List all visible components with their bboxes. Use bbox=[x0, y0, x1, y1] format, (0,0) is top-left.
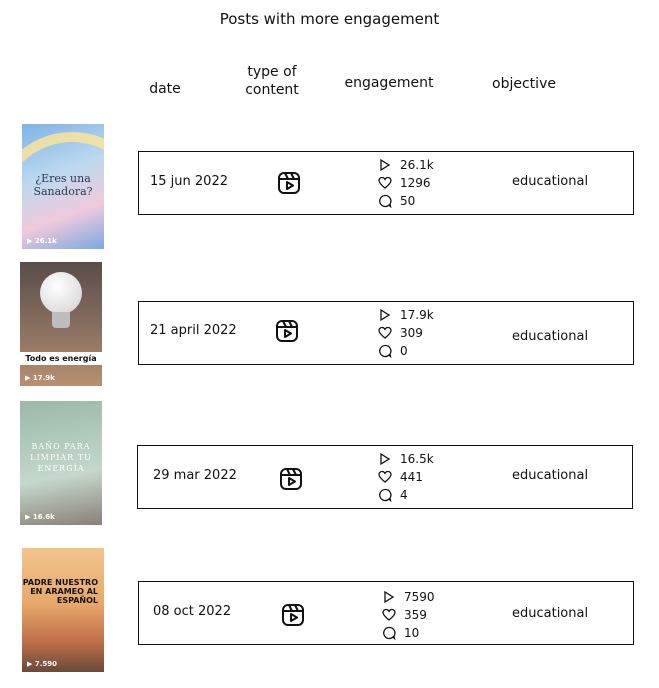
post-thumbnail[interactable] bbox=[22, 124, 104, 249]
play-icon bbox=[382, 590, 396, 604]
likes-count: 359 bbox=[404, 608, 427, 622]
post-objective: educational bbox=[512, 606, 589, 621]
column-header-date: date bbox=[149, 81, 181, 97]
comment-icon bbox=[378, 344, 392, 358]
views-count: 17.9k bbox=[400, 308, 434, 322]
play-icon bbox=[378, 308, 392, 322]
thumbnail-views-count: 16.6k bbox=[32, 513, 55, 521]
comments-count: 10 bbox=[404, 626, 420, 640]
reels-icon bbox=[281, 603, 303, 625]
column-header-type-line2: content bbox=[245, 82, 299, 98]
post-date: 15 jun 2022 bbox=[150, 174, 228, 189]
thumbnail-caption: BAÑO PARA LIMPIAR TU ENERGÍA bbox=[30, 442, 92, 473]
thumbnail-views: ▶ 16.6k bbox=[25, 513, 55, 521]
comments-count: 0 bbox=[400, 344, 408, 358]
thumbnail-views-count: 7.590 bbox=[34, 660, 57, 668]
heart-icon bbox=[378, 176, 392, 190]
comments-count: 4 bbox=[400, 488, 408, 502]
likes-count: 309 bbox=[400, 326, 423, 340]
page-title: Posts with more engagement bbox=[219, 10, 440, 28]
thumbnail-views-count: 17.9k bbox=[32, 374, 55, 382]
heart-icon bbox=[382, 608, 396, 622]
reels-icon bbox=[279, 467, 301, 489]
engagement-stats bbox=[378, 450, 434, 504]
comments-count: 50 bbox=[400, 194, 416, 208]
thumbnail-caption: PADRE NUESTRO EN ARAMEO AL ESPAÑOL bbox=[22, 578, 98, 605]
comment-icon bbox=[378, 488, 392, 502]
post-thumbnail[interactable] bbox=[20, 262, 102, 386]
post-date: 08 oct 2022 bbox=[153, 604, 232, 619]
comment-icon bbox=[378, 194, 392, 208]
column-header-type bbox=[232, 63, 312, 99]
views-count: 16.5k bbox=[400, 452, 434, 466]
column-header-objective: objective bbox=[492, 76, 556, 92]
likes-count: 1296 bbox=[400, 176, 431, 190]
reels-icon bbox=[275, 319, 297, 341]
post-objective: educational bbox=[512, 174, 589, 189]
lightbulb-graphic bbox=[40, 272, 82, 314]
column-header-type-line1: type of bbox=[247, 64, 297, 80]
lightbulb-base bbox=[52, 312, 70, 328]
reels-icon bbox=[277, 171, 299, 193]
thumbnail-views: ▶ 17.9k bbox=[25, 374, 55, 382]
comment-icon bbox=[382, 626, 396, 640]
play-icon bbox=[378, 452, 392, 466]
likes-count: 441 bbox=[400, 470, 423, 484]
engagement-stats bbox=[382, 588, 435, 642]
heart-icon bbox=[378, 326, 392, 340]
play-icon bbox=[378, 158, 392, 172]
post-thumbnail[interactable] bbox=[22, 548, 104, 672]
post-date: 29 mar 2022 bbox=[153, 468, 237, 483]
thumbnail-views-count: 26.1k bbox=[34, 237, 57, 245]
engagement-stats bbox=[378, 156, 434, 210]
post-objective: educational bbox=[512, 468, 589, 483]
engagement-stats bbox=[378, 306, 434, 360]
thumbnail-caption: ¿Eres una Sanadora? bbox=[33, 172, 93, 198]
views-count: 7590 bbox=[404, 590, 435, 604]
post-objective: educational bbox=[512, 329, 589, 344]
heart-icon bbox=[378, 470, 392, 484]
post-date: 21 april 2022 bbox=[150, 323, 237, 338]
thumbnail-caption: Todo es energía bbox=[20, 352, 102, 365]
column-header-engagement: engagement bbox=[344, 75, 434, 91]
thumbnail-views: ▶ 26.1k bbox=[27, 237, 57, 245]
post-thumbnail[interactable] bbox=[20, 401, 102, 525]
thumbnail-views: ▶ 7.590 bbox=[27, 660, 57, 668]
views-count: 26.1k bbox=[400, 158, 434, 172]
